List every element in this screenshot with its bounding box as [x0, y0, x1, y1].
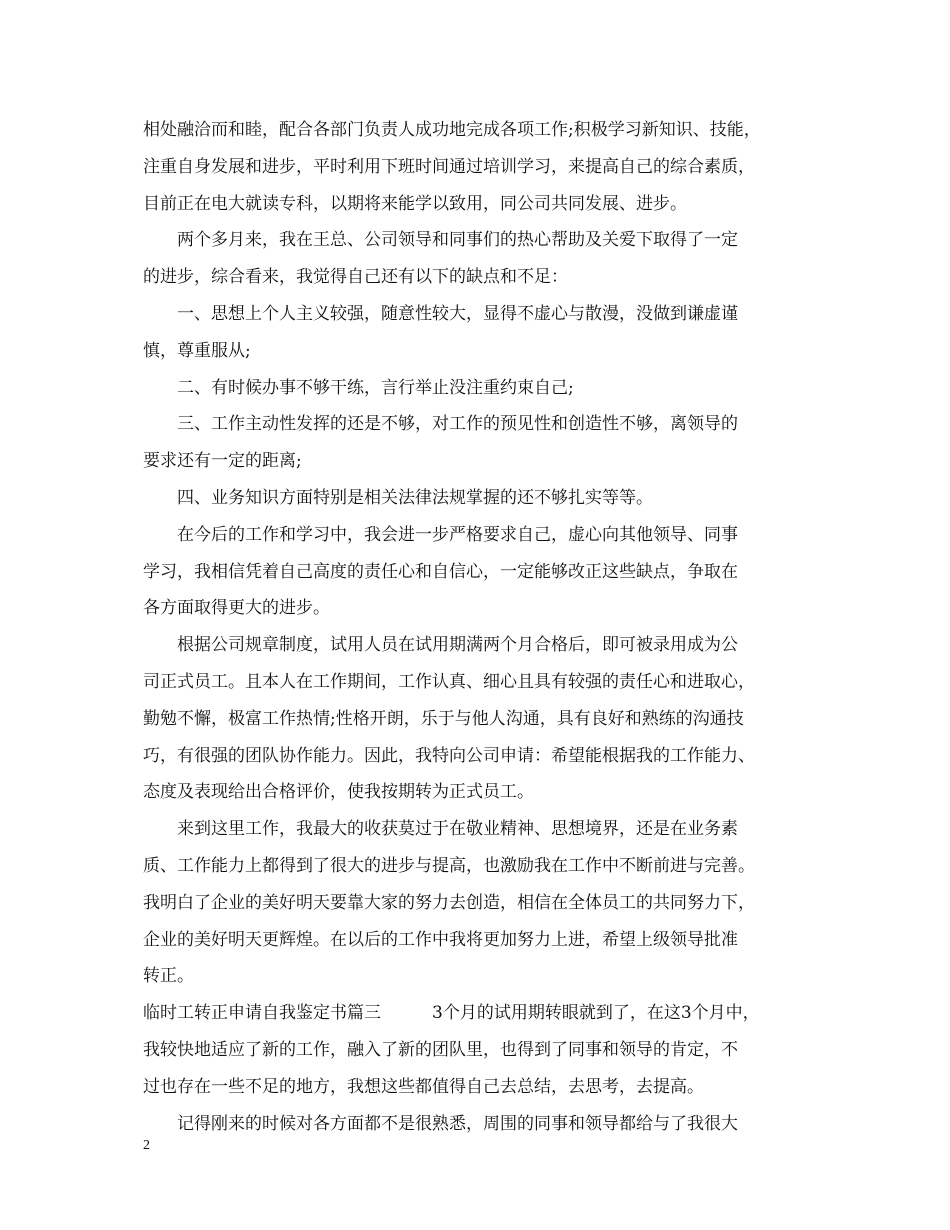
- text-line: 二、有时候办事不够干练，言行举止没注重约束自己;: [143, 377, 574, 398]
- text-line: 学习，我相信凭着自己高度的责任心和自信心，一定能够改正这些缺点，争取在: [143, 561, 738, 582]
- text-line: 巧，有很强的团队协作能力。因此，我特向公司申请：希望能根据我的工作能力、: [143, 745, 755, 766]
- text-line: 相处融洽而和睦，配合各部门负责人成功地完成各项工作;积极学习新知识、技能，: [143, 120, 761, 140]
- text-line: 我明白了企业的美好明天要靠大家的努力去创造，相信在全体员工的共同努力下，: [143, 892, 755, 913]
- text-line: 司正式员工。且本人在工作期间，工作认真、细心且具有较强的责任心和进取心，: [143, 671, 755, 692]
- text-line: 在今后的工作和学习中，我会进一步严格要求自己，虚心向其他领导、同事: [143, 524, 738, 545]
- text-line: 根据公司规章制度，试用人员在试用期满两个月合格后，即可被录用成为公: [143, 635, 738, 656]
- text-line: 慎，尊重服从;: [143, 340, 251, 361]
- body-text: [143, 112, 833, 1142]
- text-line: 四、业务知识方面特别是相关法律法规掌握的还不够扎实等等。: [143, 487, 653, 508]
- text-line: 要求还有一定的距离;: [143, 451, 302, 472]
- text-line: 临时工转正申请自我鉴定书篇三 3个月的试用期转眼就到了，在这3个月中，: [143, 1003, 760, 1024]
- text-line: 转正。: [143, 966, 194, 987]
- page-number: 2: [143, 1138, 150, 1153]
- text-line: 来到这里工作，我最大的收获莫过于在敬业精神、思想境界，还是在业务素: [143, 819, 738, 840]
- text-line: 态度及表现给出合格评价，使我按期转为正式员工。: [143, 782, 534, 803]
- text-line: 我较快地适应了新的工作，融入了新的团队里，也得到了同事和领导的肯定，不: [143, 1039, 738, 1060]
- text-line: 质、工作能力上都得到了很大的进步与提高，也激励我在工作中不断前进与完善。: [143, 855, 755, 876]
- text-line: 过也存在一些不足的地方，我想这些都值得自己去总结，去思考，去提高。: [143, 1076, 704, 1097]
- text-line: 注重自身发展和进步，平时利用下班时间通过培训学习，来提高自己的综合素质，: [143, 156, 755, 177]
- text-line: 勤勉不懈，极富工作热情;性格开朗，乐于与他人沟通，具有良好和熟练的沟通技: [143, 708, 744, 729]
- text-line: 各方面取得更大的进步。: [143, 598, 330, 619]
- text-line: 记得刚来的时候对各方面都不是很熟悉，周围的同事和领导都给与了我很大: [143, 1113, 738, 1134]
- text-line: 目前正在电大就读专科，以期将来能学以致用，同公司共同发展、进步。: [143, 193, 687, 214]
- text-line: 企业的美好明天更辉煌。在以后的工作中我将更加努力上进，希望上级领导批准: [143, 929, 738, 950]
- text-line: 两个多月来，我在王总、公司领导和同事们的热心帮助及关爱下取得了一定: [143, 230, 738, 251]
- text-line: 一、思想上个人主义较强，随意性较大，显得不虚心与散漫，没做到谦虚谨: [143, 303, 738, 324]
- text-line: 的进步，综合看来，我觉得自己还有以下的缺点和不足：: [143, 267, 568, 288]
- text-line: 三、工作主动性发挥的还是不够，对工作的预见性和创造性不够，离领导的: [143, 414, 738, 435]
